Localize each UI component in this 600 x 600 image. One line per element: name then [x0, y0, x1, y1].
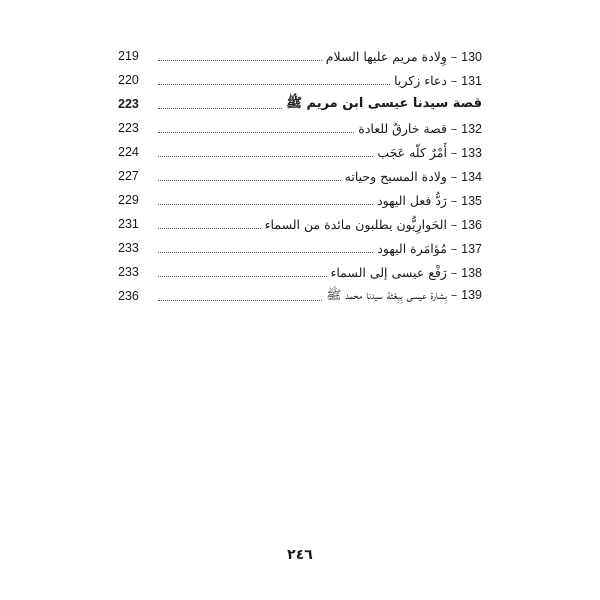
toc-entry-number: 130 [461, 49, 482, 64]
toc-page-number: 223 [118, 97, 139, 111]
toc-entry-number: 131 [461, 73, 482, 88]
toc-entry [118, 116, 482, 140]
toc-entry-text: مُؤامَرة اليهود [377, 240, 447, 256]
toc-page-number: 236 [118, 289, 139, 303]
toc-entry-separator: – [446, 286, 462, 302]
toc-entry-separator: – [446, 216, 462, 232]
toc-entry-separator: – [446, 168, 462, 184]
toc-section-heading [118, 92, 482, 116]
toc-entry-text: بِشارة عيسى بِبِعْثة سيدنا محمد ﷺ [326, 286, 447, 302]
toc-page-number: 231 [118, 217, 139, 231]
toc-entry-text: قصة خارقٌ للعادة [358, 120, 447, 136]
toc-entry-title [326, 49, 482, 64]
toc-entry-title [377, 145, 482, 160]
toc-entry-separator: – [446, 192, 462, 208]
toc-page-number: 223 [118, 121, 139, 135]
toc-entry [118, 236, 482, 260]
page-number: ٢٤٦ [287, 547, 313, 563]
toc-entry-text: قصة سيدنا عيسى ابن مريم ﷺ [286, 95, 482, 111]
toc-entry-text: أَمْرٌ كلّه عَجَب [377, 144, 447, 160]
dot-leader [158, 179, 341, 181]
toc-page-number: 233 [118, 241, 139, 255]
toc-entry-text: رَدُّ فعل اليهود [377, 192, 447, 208]
toc-entry [118, 140, 482, 164]
dot-leader [158, 155, 373, 157]
dot-leader [158, 275, 327, 277]
toc-entry-separator: – [446, 240, 462, 256]
toc-entry-number: 132 [461, 121, 482, 136]
toc-entry-text: ولادة المسيح وحياته [344, 168, 447, 184]
toc-entry-title [331, 265, 483, 280]
toc-entry-text: دعاء زكريا [394, 72, 447, 88]
dot-leader [158, 59, 322, 61]
toc-entry-number: 133 [461, 145, 482, 160]
toc-entry [118, 44, 482, 68]
toc-entry-title [358, 121, 482, 136]
toc-entry [118, 188, 482, 212]
toc-entry-title [326, 287, 482, 306]
dot-leader [158, 107, 282, 109]
toc-page-number: 224 [118, 145, 139, 159]
dot-leader [158, 227, 261, 229]
toc-entry-text: الحَوارِيُّون يطلبون مائدة من السماء [264, 216, 447, 232]
toc-entry-number: 134 [461, 169, 482, 184]
dot-leader [158, 83, 390, 85]
toc-entry-separator: – [446, 120, 462, 136]
toc-entry-number: 135 [461, 193, 482, 208]
toc-page-number: 229 [118, 193, 139, 207]
toc-entry-title [394, 73, 482, 88]
toc-entry [118, 260, 482, 284]
toc-entry-separator: – [446, 144, 462, 160]
toc-entry-separator: – [446, 48, 462, 64]
toc-entry-title [377, 241, 482, 256]
toc-entry-number: 139 [461, 287, 482, 302]
toc-page-number: 227 [118, 169, 139, 183]
dot-leader [158, 299, 322, 301]
toc-entry [118, 164, 482, 188]
toc-entry-title [265, 217, 482, 232]
toc-entry-number: 138 [461, 265, 482, 280]
dot-leader [158, 131, 354, 133]
toc-entry-title [286, 95, 482, 114]
table-of-contents [118, 44, 482, 308]
toc-page-number: 219 [118, 49, 139, 63]
toc-entry-title [377, 193, 482, 208]
toc-entry-number: 137 [461, 241, 482, 256]
toc-entry-separator: – [446, 264, 462, 280]
toc-entry-text: وِلادة مريم عليها السلام [325, 48, 447, 64]
dot-leader [158, 203, 373, 205]
toc-entry-text: رَفْع عيسى إلى السماء [330, 264, 447, 280]
dot-leader [158, 251, 373, 253]
toc-page-number: 233 [118, 265, 139, 279]
toc-entry [118, 212, 482, 236]
toc-page-number: 220 [118, 73, 139, 87]
toc-entry-separator: – [446, 72, 462, 88]
toc-entry-title [345, 169, 482, 184]
toc-entry [118, 284, 482, 308]
toc-entry [118, 68, 482, 92]
toc-entry-number: 136 [461, 217, 482, 232]
